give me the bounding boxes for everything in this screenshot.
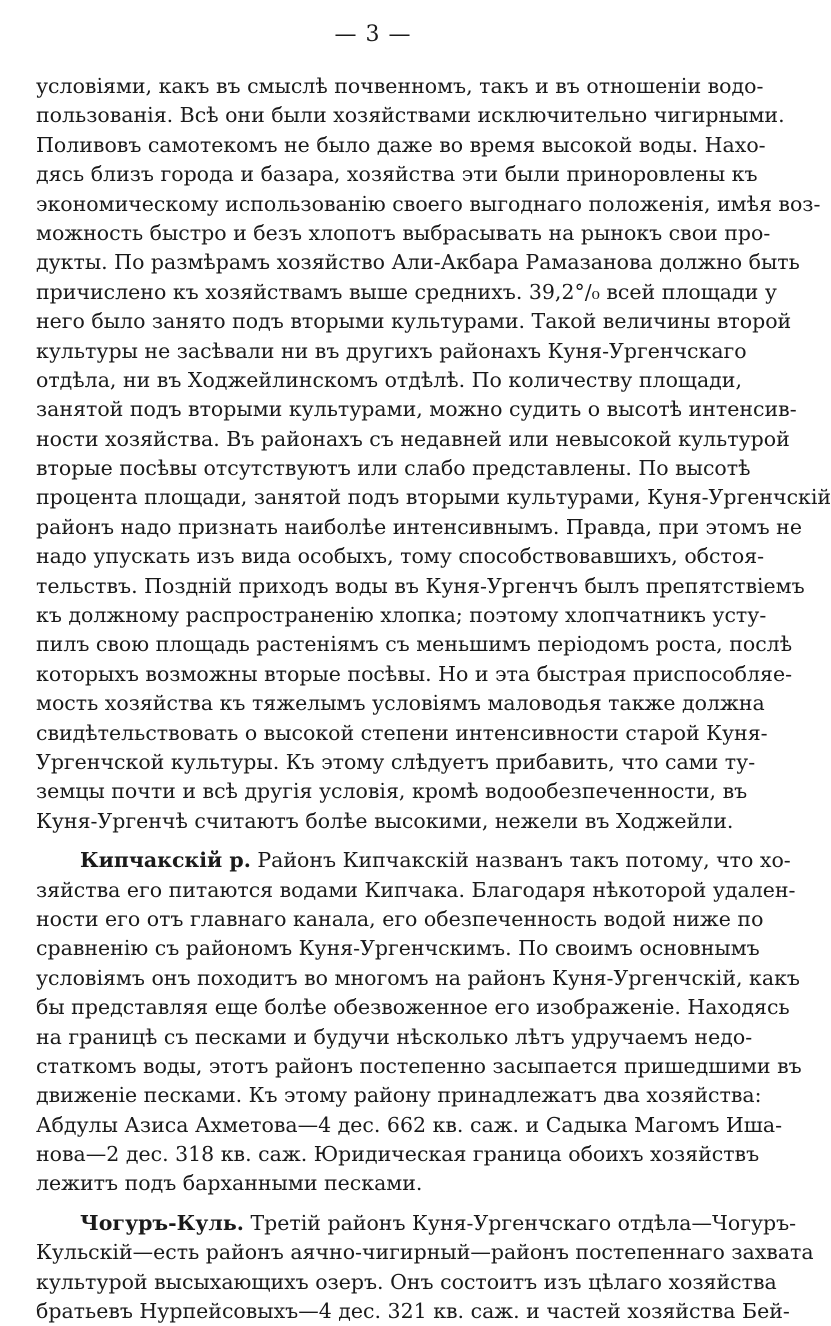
text-line: культурой высыхающихъ озеръ. Онъ состоитъ изъ цѣлаго хозяйства [36, 1269, 777, 1294]
text-line: районъ надо признать наиболѣе интенсивнымъ. Правда, при этомъ не [36, 514, 802, 539]
text-line: занятой подъ вторыми культурами, можно судить о высотѣ интенсив- [36, 397, 797, 422]
text-line: нова—2 дес. 318 кв. саж. Юридическая граница обоихъ хозяйствъ [36, 1142, 760, 1167]
text-line: экономическому использованію своего выгоднаго положенія, имѣя воз- [36, 191, 821, 216]
text-line: пилъ свою площадь растеніямъ съ меньшимъ періодомъ роста, послѣ [36, 632, 793, 657]
page-number: — 3 — [334, 22, 412, 47]
text-line: Куня-Ургенчѣ считаютъ болѣе высокими, нежели въ Ходжейли. [36, 808, 734, 833]
text-line: отдѣла, ни въ Ходжейлинскомъ отдѣлѣ. По количеству площади, [36, 367, 742, 392]
text-line: Поливовъ самотекомъ не было даже во время высокой воды. Нахо- [36, 132, 766, 157]
text-line: можность быстро и безъ хлопотъ выбрасывать на рынокъ свои про- [36, 220, 771, 245]
text-line: причислено къ хозяйствамъ выше среднихъ. 39,2°/₀ всей площади у [36, 279, 777, 304]
body-text [36, 72, 831, 1326]
text-line: надо упускать изъ вида особыхъ, тому способствовавшихъ, обстоя- [36, 544, 765, 569]
text-line: культуры не засѣвали ни въ другихъ районахъ Куня-Ургенчскаго [36, 338, 747, 363]
text-line: дукты. По размѣрамъ хозяйство Али-Акбара Рамазанова должно быть [36, 250, 800, 275]
text-line: ности его отъ главнаго канала, его обезпеченность водой ниже по [36, 906, 764, 931]
text-run: Третій районъ Куня-Ургенчскаго отдѣла—Чогуръ- [243, 1210, 797, 1235]
section-heading-chogur-kul: Чогуръ-Куль. [80, 1210, 244, 1235]
text-line: Кульскій—есть районъ аячно-чигирный—районъ постепеннаго захвата [36, 1240, 814, 1265]
paragraph-gap [36, 836, 712, 846]
text-line: условіями, какъ въ смыслѣ почвенномъ, такъ и въ отношеніи водо- [36, 74, 764, 98]
text-line: условіямъ онъ походитъ во многомъ на районъ Куня-Ургенчскій, какъ [36, 965, 800, 990]
text-line: вторые посѣвы отсутствуютъ или слабо представлены. По высотѣ [36, 456, 751, 481]
text-line: процента площади, занятой подъ вторыми культурами, Куня-Ургенчскій [36, 485, 831, 510]
paragraph-1 [36, 72, 831, 836]
text-line: лежитъ подъ барханными песками. [36, 1171, 423, 1196]
text-line: бы представляя еще болѣе обезвоженное его изображеніе. Находясь [36, 995, 790, 1020]
text-line: Абдулы Азиса Ахметова—4 дес. 662 кв. саж. и Садыка Магомъ Ишa- [36, 1112, 783, 1137]
text-line: сравненію съ райономъ Куня-Ургенчскимъ. По своимъ основнымъ [36, 936, 760, 961]
text-line: ности хозяйства. Въ районахъ съ недавней или невысокой культурой [36, 426, 790, 451]
text-line: зяйства его питаются водами Кипчака. Благодаря нѣкоторой удален- [36, 877, 796, 902]
section-heading-kipchak: Кипчакскій р. [80, 848, 251, 873]
text-line: статкомъ воды, этотъ районъ постепенно засыпается пришедшими въ [36, 1053, 802, 1078]
paragraph-3 [36, 1209, 814, 1326]
text-line: пользованія. Всѣ они были хозяйствами исключительно чигирными. [36, 103, 785, 128]
text-line [36, 846, 791, 875]
text-line: Ургенчской культуры. Къ этому слѣдуетъ прибавить, что сами ту- [36, 749, 756, 774]
text-line [36, 1209, 797, 1238]
text-line: мость хозяйства къ тяжелымъ условіямъ маловодья также должна [36, 691, 765, 716]
text-line: свидѣтельствовать о высокой степени интенсивности старой Куня- [36, 720, 768, 745]
text-line: тельствъ. Поздній приходъ воды въ Куня-Ургенчъ былъ препятствіемъ [36, 573, 805, 598]
text-line: къ должному распространенію хлопка; поэтому хлопчатникъ усту- [36, 603, 767, 628]
text-line: земцы почти и всѣ другія условія, кромѣ водообезпеченности, въ [36, 779, 748, 804]
paragraph-2 [36, 846, 802, 1199]
text-line: на границѣ съ песками и будучи нѣсколько лѣтъ удручаемъ недо- [36, 1024, 753, 1049]
text-run: Районъ Кипчакскій названъ такъ потому, что хо- [250, 848, 791, 873]
paragraph-gap [36, 1199, 712, 1209]
text-line: движеніе песками. Къ этому району принадлежатъ два хозяйства: [36, 1083, 762, 1108]
text-line: братьевъ Нурпейсовыхъ—4 дес. 321 кв. саж. и частей хозяйства Бей- [36, 1299, 790, 1324]
text-line: него было занято подъ вторыми культурами. Такой величины второй [36, 309, 792, 334]
text-line: дясь близъ города и базара, хозяйства эти были приноровлены къ [36, 162, 758, 187]
text-line: которыхъ возможны вторые посѣвы. Но и эта быстрая приспособляе- [36, 661, 793, 686]
